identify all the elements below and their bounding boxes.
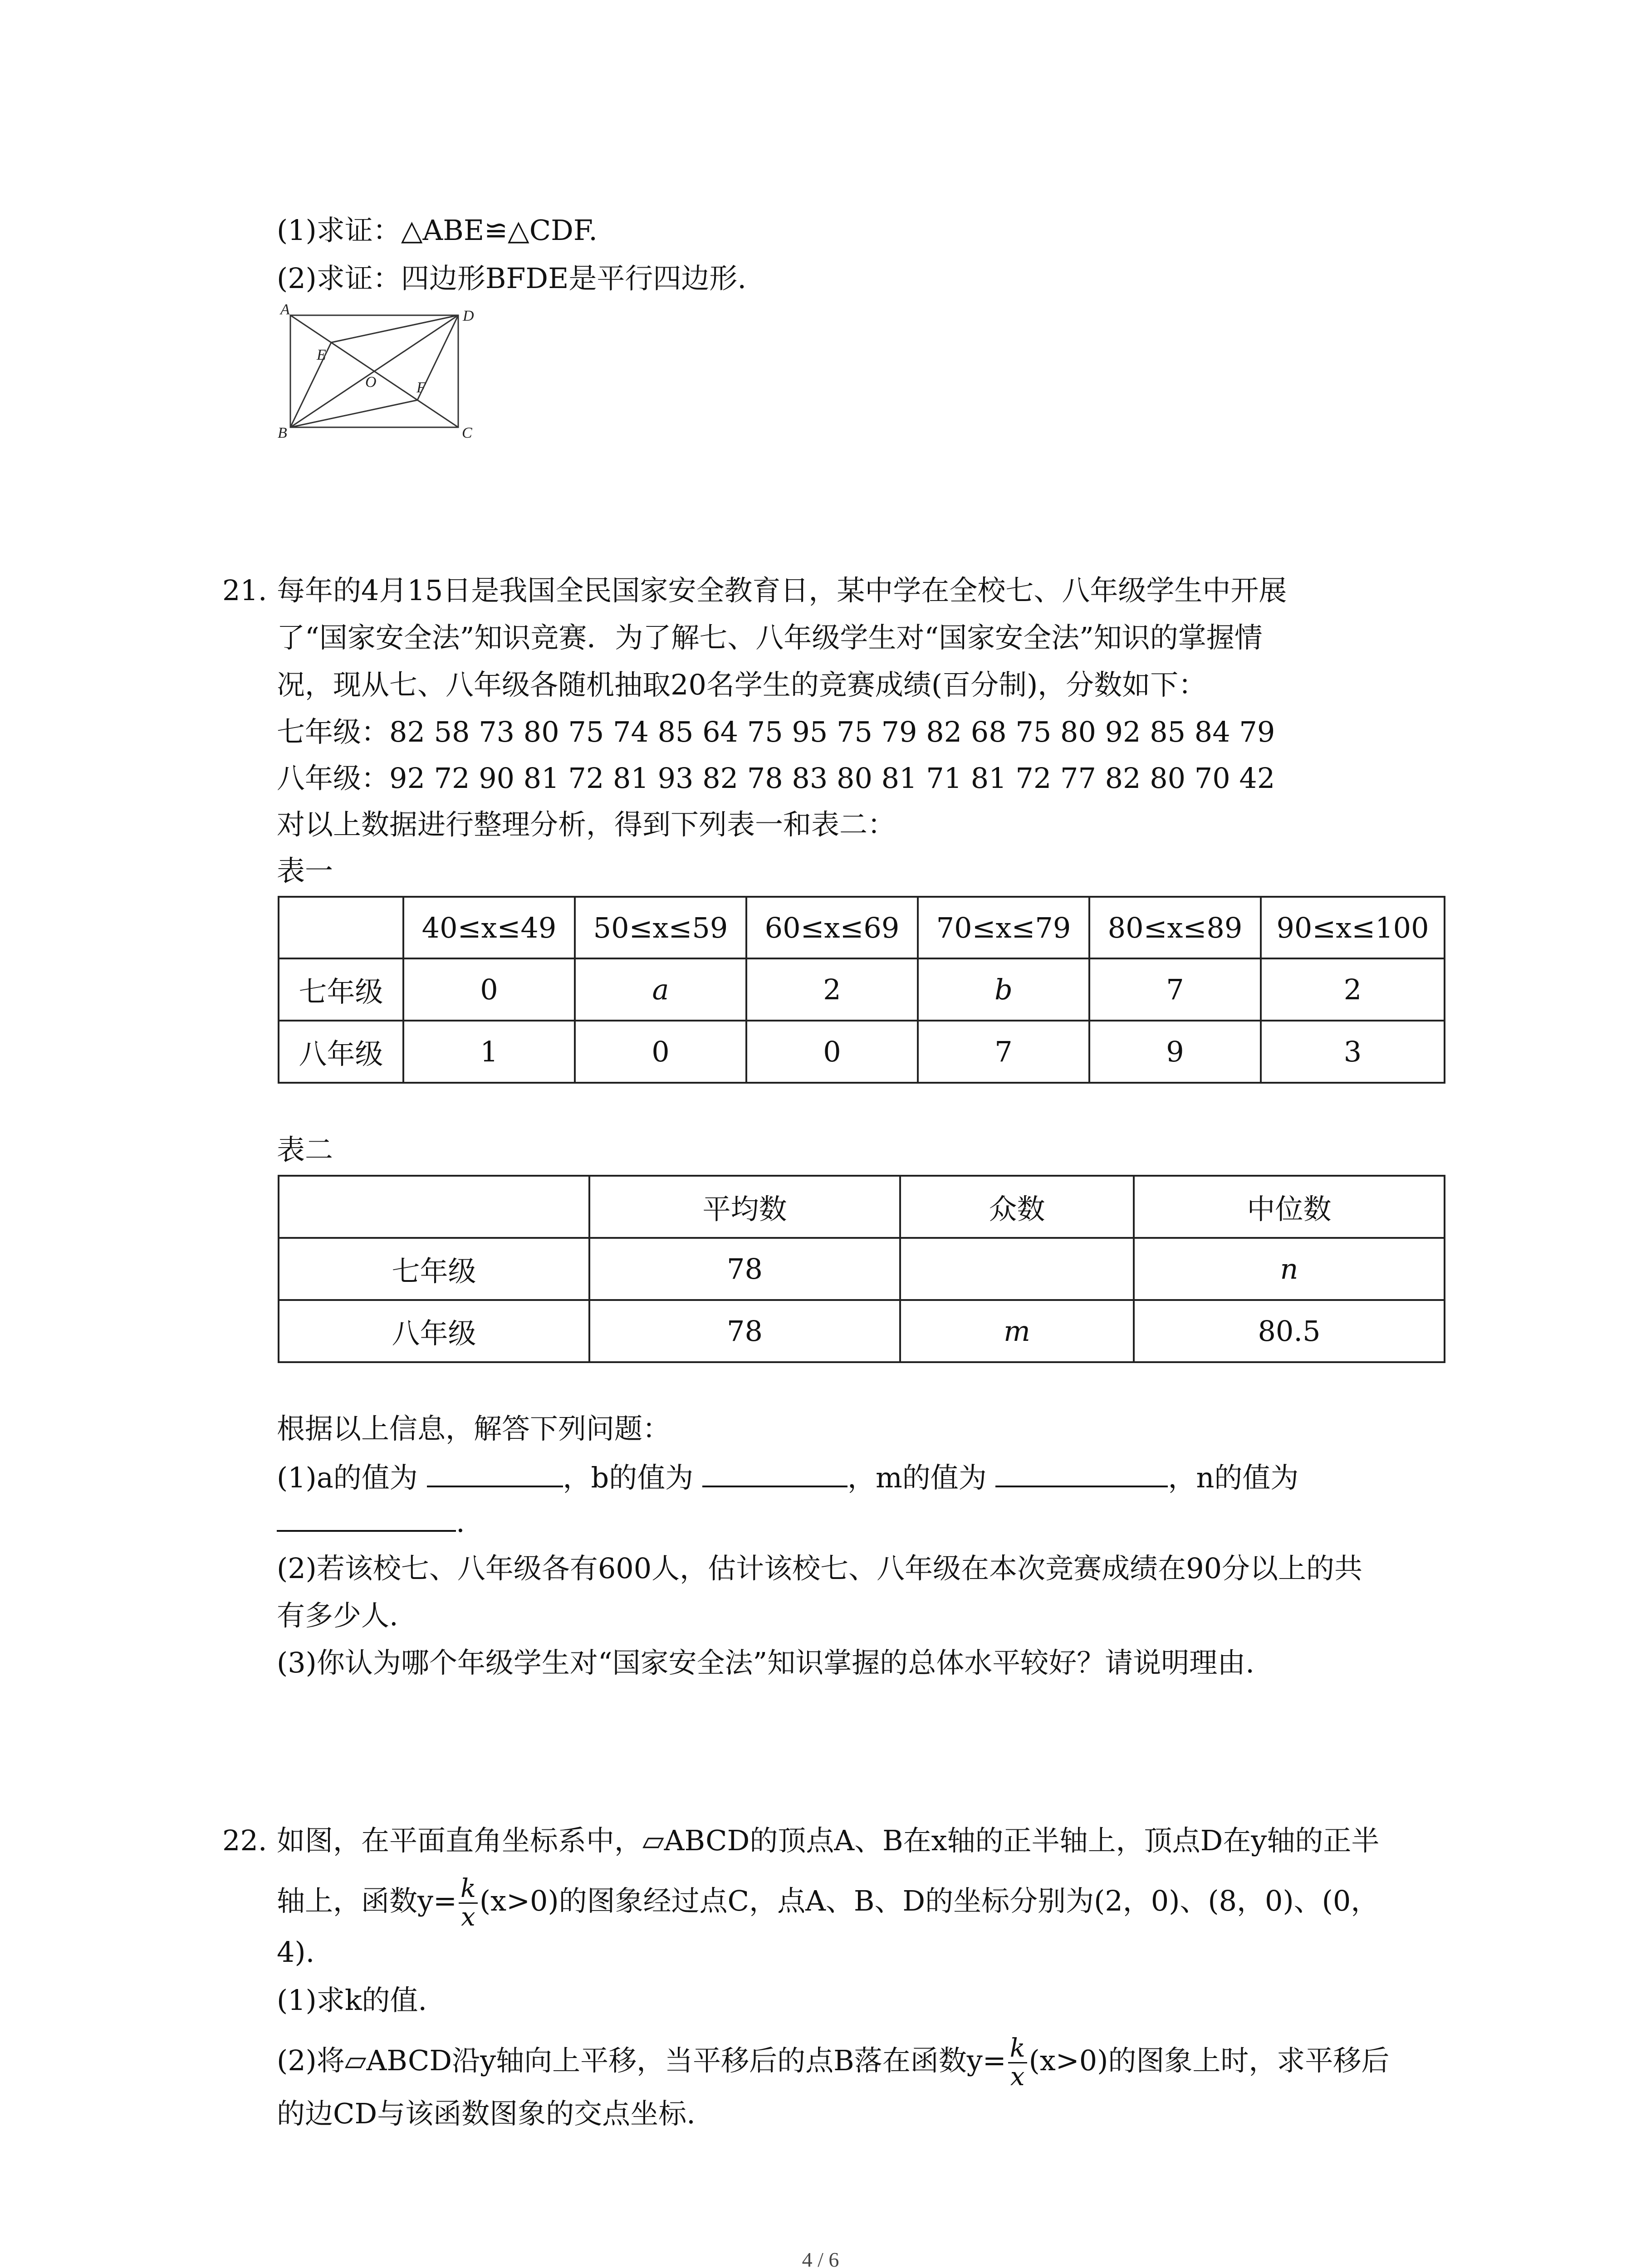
table1-header-cell: 60≤x≤69 [746, 897, 918, 958]
table1-cell: 0 [575, 1021, 746, 1083]
answer-blank-n[interactable] [277, 1507, 456, 1532]
label-F: F [416, 379, 426, 396]
q21-part2-line1: (2)若该校七、八年级各有600人，估计该校七、八年级在本次竞赛成绩在90分以上的共 [277, 1552, 1363, 1585]
q21-grade8-scores: 八年级：92 72 90 81 72 81 93 82 78 83 80 81 71 81 72 77 82 80 70 42 [277, 762, 1275, 795]
table2-cell: 八年级 [279, 1300, 589, 1362]
q22-line2-post: (x>0)的图象经过点C，点A、B、D的坐标分别为(2，0)、(8，0)、(0， [479, 1884, 1379, 1917]
table2-cell: 78 [589, 1300, 900, 1362]
table-row [279, 1300, 1445, 1362]
table1-cell: 八年级 [279, 1021, 403, 1083]
q21-part3: (3)你认为哪个年级学生对“国家安全法”知识掌握的总体水平较好？请说明理由. [277, 1646, 1254, 1679]
table1-cell: 2 [746, 958, 918, 1021]
fraction-numerator: k [459, 1875, 478, 1904]
table1-header-cell: 70≤x≤79 [918, 897, 1089, 958]
table2-header-cell: 平均数 [589, 1176, 900, 1238]
table1-cell: 七年级 [279, 958, 403, 1021]
answer-blank-b[interactable] [702, 1463, 847, 1487]
q21-number: 21. [222, 574, 267, 607]
table2-cell: n [1134, 1238, 1445, 1300]
table1-header-cell [279, 897, 403, 958]
fraction-numerator: k [1008, 2035, 1027, 2063]
table1-cell: 0 [746, 1021, 918, 1083]
q22-line2-pre: 轴上，函数y= [277, 1884, 457, 1917]
table2-cell: 80.5 [1134, 1300, 1445, 1362]
table-row [279, 1238, 1445, 1300]
q22-part1: (1)求k的值. [277, 1984, 427, 2017]
table1-header-cell: 40≤x≤49 [403, 897, 575, 958]
page-number: 4 / 6 [802, 2248, 839, 2268]
table1-cell: 7 [918, 1021, 1089, 1083]
q21-part1-m-label: ，m的值为 [847, 1461, 987, 1494]
q21-part1-end: . [456, 1505, 465, 1539]
q21-grade7-scores: 七年级：82 58 73 80 75 74 85 64 75 95 75 79 82 68 75 80 92 85 84 79 [277, 715, 1275, 748]
table1-cell: 3 [1261, 1021, 1445, 1083]
k-over-x-fraction [1008, 2035, 1027, 2091]
table2-cell: 七年级 [279, 1238, 589, 1300]
table2-header-cell [279, 1176, 589, 1238]
table1-cell: 1 [403, 1021, 575, 1083]
table-row [279, 1021, 1445, 1083]
table-row [279, 958, 1445, 1021]
q21-instruction: 根据以上信息，解答下列问题： [277, 1412, 671, 1445]
q22-line2 [277, 1872, 1379, 1931]
table1-cell: 2 [1261, 958, 1445, 1021]
table1-cell: a [575, 958, 746, 1021]
answer-blank-a[interactable] [427, 1463, 563, 1487]
table1-cell: 0 [403, 958, 575, 1021]
table1-cell: 9 [1089, 1021, 1261, 1083]
q22-line1: 如图，在平面直角坐标系中，▱ABCD的顶点A、B在x轴的正半轴上，顶点D在y轴的正半 [277, 1824, 1380, 1857]
fraction-denominator: x [461, 1902, 475, 1932]
q21-intro-line1: 每年的4月15日是我国全民国家安全教育日，某中学在全校七、八年级学生中开展 [277, 574, 1287, 607]
q21-intro-line3: 况，现从七、八年级各随机抽取20名学生的竞赛成绩(百分制)，分数如下： [277, 668, 1207, 701]
rectangle-figure [272, 302, 481, 442]
q20-part2: (2)求证：四边形BFDE是平行四边形. [277, 262, 747, 295]
q21-part1-n-label: ，n的值为 [1168, 1461, 1299, 1494]
q22-number: 22. [222, 1824, 267, 1857]
q21-part1-a-label: (1)a的值为 [277, 1461, 418, 1494]
table1-header-row [279, 897, 1445, 958]
table1-header-cell: 90≤x≤100 [1261, 897, 1445, 958]
q22-part2-line2: 的边CD与该函数图象的交点坐标. [277, 2097, 696, 2130]
q22-part2-pre: (2)将▱ABCD沿y轴向上平移，当平移后的点B落在函数y= [277, 2044, 1006, 2077]
q21-analysis-line: 对以上数据进行整理分析，得到下列表一和表二： [277, 808, 896, 841]
table2-header-row [279, 1176, 1445, 1238]
q20-part1: (1)求证：△ABE≌△CDF. [277, 214, 598, 247]
answer-blank-m[interactable] [995, 1463, 1168, 1487]
frequency-table [278, 896, 1445, 1084]
q21-part1-line [277, 1460, 1298, 1496]
table2-caption: 表二 [277, 1133, 333, 1166]
label-D: D [463, 308, 474, 324]
table1-caption: 表一 [277, 854, 333, 887]
table1-header-cell: 50≤x≤59 [575, 897, 746, 958]
q22-line3: 4). [277, 1936, 315, 1969]
table1-header-cell: 80≤x≤89 [1089, 897, 1261, 958]
q21-part1-b-label: ，b的值为 [563, 1461, 694, 1494]
fraction-denominator: x [1010, 2062, 1025, 2092]
table1-cell: 7 [1089, 958, 1261, 1021]
table2-header-cell: 众数 [900, 1176, 1134, 1238]
label-A: A [280, 302, 290, 318]
label-O: O [365, 374, 377, 391]
label-E: E [317, 347, 326, 363]
table2-cell: m [900, 1300, 1134, 1362]
label-C: C [462, 425, 472, 441]
q21-intro-line2: 了“国家安全法”知识竞赛．为了解七、八年级学生对“国家安全法”知识的掌握情 [277, 621, 1263, 654]
q21-part2-line2: 有多少人. [277, 1599, 398, 1632]
table2-cell [900, 1238, 1134, 1300]
table1-cell: b [918, 958, 1089, 1021]
q22-part2-post: (x>0)的图象上时，求平移后 [1029, 2044, 1390, 2077]
q21-part1-line2 [277, 1504, 465, 1540]
table2-header-cell: 中位数 [1134, 1176, 1445, 1238]
k-over-x-fraction [459, 1875, 478, 1931]
label-B: B [278, 425, 287, 441]
q22-part2-line1 [277, 2031, 1389, 2091]
table2-cell: 78 [589, 1238, 900, 1300]
statistics-table [278, 1175, 1445, 1363]
